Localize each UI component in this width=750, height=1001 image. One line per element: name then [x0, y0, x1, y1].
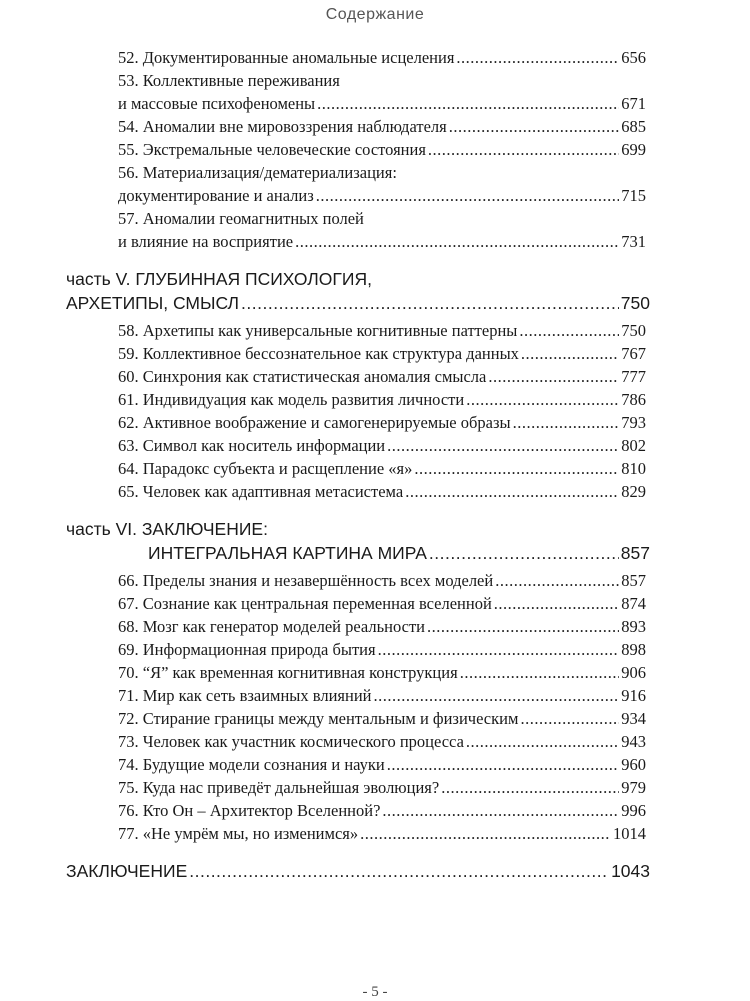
- leader-dots: [387, 753, 619, 776]
- leader-dots: [295, 230, 619, 253]
- toc-entry-title: 63. Символ как носитель информации: [118, 436, 386, 455]
- toc-entry: [0, 822, 646, 845]
- toc-entry-title: 69. Информационная природа бытия: [118, 640, 376, 659]
- toc-entry-page: 793: [621, 413, 646, 432]
- toc-entry: [0, 615, 646, 638]
- conclusion-title: ЗАКЛЮЧЕНИЕ: [66, 861, 188, 881]
- toc-entry: [0, 707, 646, 730]
- toc-entry-title: документирование и анализ: [118, 186, 314, 205]
- toc-entry-page: 685: [621, 117, 646, 136]
- leader-dots: [428, 138, 619, 161]
- toc-entry-title: 52. Документированные аномальные исцеления: [118, 48, 455, 67]
- toc-entry-page: 777: [621, 367, 646, 386]
- toc-entry: [0, 480, 646, 503]
- toc-entry-continuation: [0, 184, 646, 207]
- toc-entry-title: 74. Будущие модели сознания и науки: [118, 755, 385, 774]
- leader-dots: [373, 684, 619, 707]
- toc-entry-title: 68. Мозг как генератор моделей реальности: [118, 617, 425, 636]
- part-title: ИНТЕГРАЛЬНАЯ КАРТИНА МИРА: [148, 543, 427, 563]
- part-title: часть VI. ЗАКЛЮЧЕНИЕ:: [66, 519, 268, 539]
- toc-entry-page: 943: [621, 732, 646, 751]
- leader-dots: [495, 569, 619, 592]
- leader-dots: [317, 92, 619, 115]
- toc-entry: [0, 799, 646, 822]
- leader-dots: [360, 822, 611, 845]
- toc-entry-page: 810: [621, 459, 646, 478]
- page-header: Содержание: [325, 6, 425, 23]
- leader-dots: [441, 776, 619, 799]
- toc-entry-page: 857: [621, 571, 646, 590]
- toc-entry-title: 76. Кто Он – Архитектор Вселенной?: [118, 801, 381, 820]
- toc-entry-page: 934: [621, 709, 646, 728]
- toc-entry-page: 750: [621, 321, 646, 340]
- toc-entry-title: 57. Аномалии геомагнитных полей: [118, 209, 364, 228]
- leader-dots: [429, 541, 619, 565]
- toc-entry: [0, 638, 646, 661]
- table-of-contents: [0, 46, 750, 883]
- leader-dots: [241, 291, 619, 315]
- toc-entry: [0, 434, 646, 457]
- part-heading: [0, 517, 650, 541]
- toc-entry: [0, 753, 646, 776]
- leader-dots: [382, 799, 619, 822]
- leader-dots: [378, 638, 620, 661]
- toc-entry-title: 61. Индивидуация как модель развития личности: [118, 390, 465, 409]
- leader-dots: [405, 480, 619, 503]
- toc-entry-page: 802: [621, 436, 646, 455]
- toc-entry: [0, 592, 646, 615]
- toc-entry: [0, 776, 646, 799]
- toc-entry-page: 979: [621, 778, 646, 797]
- toc-entry-title: 73. Человек как участник космического процесса: [118, 732, 464, 751]
- toc-entry-page: 786: [621, 390, 646, 409]
- toc-entry-title: 56. Материализация/дематериализация:: [118, 163, 397, 182]
- part-page: 857: [620, 543, 650, 563]
- leader-dots: [449, 115, 620, 138]
- toc-entry-title: 58. Архетипы как универсальные когнитивные паттерны: [118, 321, 518, 340]
- part-title: АРХЕТИПЫ, СМЫСЛ: [66, 293, 240, 313]
- toc-entry-continuation: [0, 230, 646, 253]
- toc-entry-title: 71. Мир как сеть взаимных влияний: [118, 686, 372, 705]
- toc-entry: [0, 46, 646, 69]
- leader-dots: [427, 615, 619, 638]
- part-page: 750: [620, 293, 650, 313]
- toc-entry-title: 62. Активное воображение и самогенерируемые образы: [118, 413, 511, 432]
- toc-entry: [0, 388, 646, 411]
- toc-entry: [0, 569, 646, 592]
- toc-entry-title: и влияние на восприятие: [118, 232, 294, 251]
- toc-entry: [0, 138, 646, 161]
- toc-entry-title: 77. «Не умрём мы, но изменимся»: [118, 824, 359, 843]
- leader-dots: [387, 434, 619, 457]
- toc-entry-page: 996: [621, 801, 646, 820]
- toc-entry-title: и массовые психофеномены: [118, 94, 316, 113]
- part-heading-continuation: [0, 291, 650, 315]
- toc-entry: [0, 411, 646, 434]
- leader-dots: [488, 365, 619, 388]
- conclusion-page: 1043: [611, 861, 650, 881]
- leader-dots: [414, 457, 619, 480]
- leader-dots: [494, 592, 619, 615]
- toc-entry-page: 699: [621, 140, 646, 159]
- leader-dots: [456, 46, 619, 69]
- toc-entry: [0, 161, 646, 184]
- toc-entry-title: 53. Коллективные переживания: [118, 71, 340, 90]
- toc-entry-page: 656: [621, 48, 646, 67]
- toc-entry-page: 874: [621, 594, 646, 613]
- toc-entry: [0, 342, 646, 365]
- toc-entry-title: 64. Парадокс субъекта и расщепление «я»: [118, 459, 413, 478]
- page-number: - 5 -: [362, 984, 388, 1000]
- toc-entry-title: 75. Куда нас приведёт дальнейшая эволюция?: [118, 778, 440, 797]
- toc-entry-page: 731: [621, 232, 646, 251]
- leader-dots: [521, 342, 619, 365]
- toc-entry-page: 715: [621, 186, 646, 205]
- part-heading: [0, 267, 650, 291]
- toc-entry-page: 916: [621, 686, 646, 705]
- toc-entry-title: 59. Коллективное бессознательное как структура данных: [118, 344, 519, 363]
- leader-dots: [513, 411, 620, 434]
- toc-entry-title: 66. Пределы знания и незавершённость всех моделей: [118, 571, 494, 590]
- toc-entry-page: 893: [621, 617, 646, 636]
- toc-entry-continuation: [0, 92, 646, 115]
- toc-entry-title: 70. “Я” как временная когнитивная конструкция: [118, 663, 458, 682]
- leader-dots: [466, 388, 619, 411]
- part-heading-continuation: [0, 541, 650, 565]
- toc-entry: [0, 661, 646, 684]
- toc-entry-title: 72. Стирание границы между ментальным и физическим: [118, 709, 519, 728]
- toc-entry: [0, 319, 646, 342]
- leader-dots: [519, 319, 619, 342]
- toc-entry-title: 60. Синхрония как статистическая аномалия смысла: [118, 367, 487, 386]
- part-title: часть V. ГЛУБИННАЯ ПСИХОЛОГИЯ,: [66, 269, 372, 289]
- toc-entry-page: 898: [621, 640, 646, 659]
- leader-dots: [460, 661, 620, 684]
- toc-entry: [0, 365, 646, 388]
- toc-entry-page: 960: [621, 755, 646, 774]
- toc-entry-page: 829: [621, 482, 646, 501]
- toc-entry-page: 1014: [613, 824, 646, 843]
- toc-entry: [0, 69, 646, 92]
- toc-entry-page: 767: [621, 344, 646, 363]
- toc-entry-page: 906: [621, 663, 646, 682]
- toc-entry: [0, 207, 646, 230]
- leader-dots: [520, 707, 619, 730]
- toc-entry-title: 67. Сознание как центральная переменная вселенной: [118, 594, 492, 613]
- toc-entry: [0, 730, 646, 753]
- toc-entry: [0, 684, 646, 707]
- toc-entry-title: 54. Аномалии вне мировоззрения наблюдателя: [118, 117, 447, 136]
- toc-entry: [0, 457, 646, 480]
- toc-entry-title: 55. Экстремальные человеческие состояния: [118, 140, 426, 159]
- leader-dots: [466, 730, 619, 753]
- toc-entry: [0, 115, 646, 138]
- leader-dots: [189, 859, 609, 883]
- toc-entry-page: 671: [621, 94, 646, 113]
- conclusion-heading: [0, 859, 650, 883]
- leader-dots: [316, 184, 619, 207]
- toc-entry-title: 65. Человек как адаптивная метасистема: [118, 482, 404, 501]
